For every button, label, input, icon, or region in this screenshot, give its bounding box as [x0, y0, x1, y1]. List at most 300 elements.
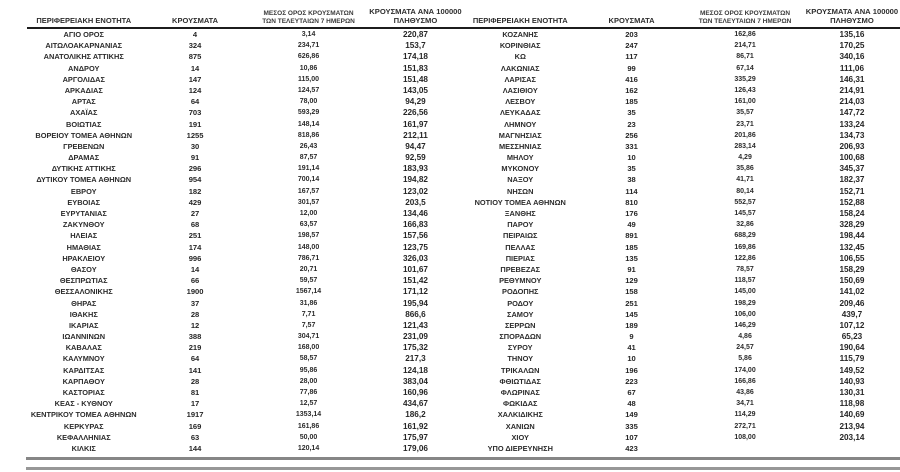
per100k-cell: 133,24 — [839, 119, 865, 129]
per100k-cell: 151,48 — [402, 74, 428, 84]
cases-cell: 66 — [190, 276, 200, 286]
cases-cell: 251 — [188, 231, 202, 241]
table-row — [27, 264, 464, 275]
cases-cell: 14 — [190, 264, 200, 274]
per100k-cell: 134,46 — [402, 209, 428, 218]
avg-7day-cell: 41,71 — [736, 176, 754, 184]
per100k-cell: 134,73 — [839, 130, 865, 140]
region-cell: ΑΝΑΤΟΛΙΚΗΣ ΑΤΤΙΚΗΣ — [43, 52, 124, 62]
avg-7day-cell: 24,57 — [736, 344, 754, 352]
cases-cell: 149 — [625, 410, 638, 420]
cases-cell: 48 — [627, 399, 636, 409]
per100k-cell: 143,05 — [402, 85, 428, 95]
avg-7day-cell: 43,86 — [736, 389, 754, 396]
per100k-cell: 186,2 — [405, 410, 426, 420]
table-row — [464, 174, 900, 185]
avg-7day-cell: 148,14 — [297, 120, 320, 128]
region-cell: ΚΩ — [514, 52, 526, 62]
table-row — [27, 421, 464, 432]
per100k-cell: 141,02 — [839, 287, 865, 297]
table-row — [27, 409, 464, 420]
table-row — [464, 74, 900, 85]
cases-cell: 203 — [625, 30, 638, 39]
per100k-cell: 107,12 — [839, 320, 865, 330]
per100k-cell: 439,7 — [841, 309, 863, 319]
per100k-cell: 183,93 — [402, 164, 428, 174]
table-row — [464, 353, 900, 364]
region-cell: ΚΟΖΑΝΗΣ — [502, 30, 539, 39]
region-cell: ΗΛΕΙΑΣ — [70, 231, 98, 241]
table-row — [27, 163, 464, 174]
avg-7day-cell: 67,14 — [736, 64, 754, 72]
per100k-cell: 152,88 — [839, 197, 865, 207]
avg-7day-cell: 198,29 — [734, 299, 756, 307]
per100k-cell: 147,72 — [839, 108, 865, 118]
cases-cell: 185 — [625, 97, 638, 107]
avg-7day-cell — [686, 443, 804, 454]
table-row — [27, 230, 464, 241]
region-cell: ΠΕΙΡΑΙΩΣ — [503, 231, 538, 241]
cases-cell: 182 — [188, 186, 202, 196]
table-row — [464, 365, 900, 376]
avg-7day-cell: 12,57 — [299, 400, 318, 408]
column-header-region: ΠΕΡΙΦΕΡΕΙΑΚΗ ΕΝΟΤΗΤΑ — [472, 16, 568, 25]
region-cell: ΘΕΣΣΑΛΟΝΙΚΗΣ — [54, 287, 113, 297]
table-row — [27, 107, 464, 118]
cases-cell: 174 — [188, 242, 202, 252]
column-header-avg-7day-line2: ΤΩΝ ΤΕΛΕΥΤΑΙΩΝ 7 ΗΜΕΡΩΝ — [698, 17, 792, 25]
per100k-cell: 203,14 — [839, 432, 865, 442]
cases-cell: 810 — [625, 197, 638, 207]
cases-cell: 4 — [192, 30, 198, 39]
table-row — [27, 253, 464, 264]
table-row — [27, 219, 464, 230]
cases-cell: 875 — [188, 52, 202, 62]
region-cell: ΡΕΘΥΜΝΟΥ — [499, 276, 542, 286]
avg-7day-cell: 161,86 — [297, 422, 320, 430]
table-row — [27, 309, 464, 320]
per100k-cell: 175,32 — [402, 343, 428, 353]
region-cell: ΛΑΣΙΘΙΟΥ — [502, 85, 538, 95]
avg-7day-cell: 95,86 — [299, 366, 318, 374]
cases-cell: 416 — [625, 74, 638, 84]
cases-cell: 335 — [625, 421, 638, 431]
per100k-cell — [804, 443, 900, 454]
per100k-cell: 140,69 — [839, 410, 865, 420]
region-cell: ΑΙΤΩΛΟΑΚΑΡΝΑΝΙΑΣ — [45, 41, 123, 51]
region-cell: ΙΚΑΡΙΑΣ — [69, 320, 99, 330]
region-cell: ΜΑΓΝΗΣΙΑΣ — [498, 130, 542, 140]
per100k-cell: 209,46 — [839, 298, 865, 308]
per100k-cell: 121,43 — [402, 320, 428, 330]
table-row — [27, 152, 464, 163]
cases-cell: 429 — [188, 197, 202, 207]
per100k-cell: 171,12 — [402, 287, 428, 297]
region-cell: ΝΟΤΙΟΥ ΤΟΜΕΑ ΑΘΗΝΩΝ — [474, 197, 566, 207]
per100k-cell: 151,42 — [402, 276, 428, 286]
table-row — [27, 376, 464, 387]
region-cell: ΘΑΣΟΥ — [70, 264, 97, 274]
cases-cell: 247 — [625, 41, 638, 51]
per100k-cell: 118,98 — [839, 399, 865, 409]
avg-7day-cell: 78,00 — [299, 98, 318, 106]
per100k-cell: 152,71 — [839, 186, 865, 196]
avg-7day-cell: 50,00 — [299, 433, 318, 441]
per100k-cell: 161,97 — [402, 119, 428, 129]
avg-7day-cell: 145,57 — [734, 210, 756, 217]
right-table-body — [464, 29, 900, 454]
table-row — [27, 342, 464, 353]
region-cell: ΠΑΡΟΥ — [507, 220, 534, 230]
table-row — [464, 309, 900, 320]
table-row — [464, 253, 900, 264]
table-row — [464, 331, 900, 342]
avg-7day-cell: 301,57 — [297, 198, 320, 206]
table-row — [27, 387, 464, 398]
table-row — [464, 275, 900, 286]
region-cell: ΚΕΦΑΛΛΗΝΙΑΣ — [56, 432, 111, 442]
region-cell: ΒΟΡΕΙΟΥ ΤΟΜΕΑ ΑΘΗΝΩΝ — [35, 130, 133, 140]
region-cell: ΖΑΚΥΝΘΟΥ — [62, 220, 105, 230]
avg-7day-cell: 161,00 — [734, 98, 756, 106]
table-row — [464, 85, 900, 96]
avg-7day-cell: 148,00 — [297, 243, 320, 251]
region-cell: ΛΑΚΩΝΙΑΣ — [500, 63, 540, 73]
cases-cell: 141 — [188, 365, 202, 375]
table-row — [464, 219, 900, 230]
per100k-cell: 383,04 — [402, 376, 428, 386]
table-row — [464, 119, 900, 130]
region-cell: ΗΜΑΘΙΑΣ — [66, 242, 101, 252]
avg-7day-cell: 145,00 — [734, 288, 756, 296]
table-row — [464, 197, 900, 208]
region-cell: ΓΡΕΒΕΝΩΝ — [63, 141, 105, 151]
region-cell: ΚΑΡΠΑΘΟΥ — [62, 376, 105, 386]
avg-7day-cell: 115,00 — [298, 75, 320, 83]
region-cell: ΑΡΤΑΣ — [71, 97, 96, 107]
per100k-cell: 179,06 — [402, 443, 428, 453]
per100k-cell: 190,64 — [839, 343, 865, 353]
per100k-cell: 194,82 — [402, 175, 428, 185]
region-cell: ΒΟΙΩΤΙΑΣ — [66, 119, 102, 129]
table-row — [464, 320, 900, 331]
table-row — [464, 398, 900, 409]
per100k-cell: 161,92 — [402, 421, 428, 431]
cases-cell: 63 — [190, 432, 200, 442]
table-row — [27, 197, 464, 208]
region-cell: ΚΑΒΑΛΑΣ — [65, 343, 102, 353]
avg-7day-cell: 34,71 — [736, 400, 754, 408]
region-cell: ΤΡΙΚΑΛΩΝ — [501, 365, 540, 375]
column-header-avg-7day — [250, 0, 368, 27]
table-row — [464, 376, 900, 387]
avg-7day-cell: 593,29 — [297, 109, 320, 117]
table-row — [464, 141, 900, 152]
avg-7day-cell: 201,86 — [734, 131, 756, 139]
table-row — [27, 208, 464, 219]
avg-7day-cell: 1353,14 — [295, 411, 322, 419]
region-cell: ΛΗΜΝΟΥ — [504, 119, 537, 129]
per100k-cell: 135,16 — [839, 30, 865, 39]
per100k-cell: 140,93 — [839, 376, 865, 386]
region-cell: ΣΑΜΟΥ — [507, 309, 534, 319]
avg-7day-cell: 174,00 — [734, 366, 756, 374]
region-cell: ΚΕΝΤΡΙΚΟΥ ΤΟΜΕΑ ΑΘΗΝΩΝ — [30, 410, 137, 420]
bottom-rule-1 — [26, 457, 900, 460]
avg-7day-cell: 786,71 — [297, 254, 320, 262]
region-cell: ΡΟΔΟΠΗΣ — [502, 287, 539, 297]
cases-cell: 64 — [190, 354, 200, 364]
cases-cell: 117 — [625, 52, 638, 62]
avg-7day-cell: 32,86 — [736, 221, 754, 229]
table-row — [27, 174, 464, 185]
per100k-cell: 65,23 — [841, 332, 863, 342]
cases-cell: 9 — [629, 332, 634, 342]
avg-7day-cell: 169,86 — [734, 243, 756, 251]
per100k-cell: 328,29 — [839, 220, 865, 230]
region-cell: ΘΗΡΑΣ — [71, 298, 97, 308]
cases-cell: 996 — [188, 253, 202, 263]
column-header-per100k-line1: ΚΡΟΥΣΜΑΤΑ ΑΝΑ 100000 — [805, 7, 899, 16]
region-cell: ΥΠΟ ΔΙΕΡΕΥΝΗΣΗ — [487, 443, 553, 453]
per100k-cell: 434,67 — [402, 399, 428, 409]
avg-7day-cell: 4,29 — [738, 154, 752, 162]
cases-cell: 114 — [625, 186, 638, 196]
table-row — [464, 130, 900, 141]
region-cell: ΚΙΛΚΙΣ — [71, 443, 96, 453]
column-header-region: ΠΕΡΙΦΕΡΕΙΑΚΗ ΕΝΟΤΗΤΑ — [36, 16, 132, 25]
per100k-cell: 340,16 — [839, 52, 865, 62]
avg-7day-cell: 191,14 — [297, 165, 320, 173]
region-cell: ΚΕΑΣ - ΚΥΘΝΟΥ — [54, 399, 113, 409]
avg-7day-cell: 626,86 — [297, 53, 320, 61]
per100k-cell: 326,03 — [402, 253, 428, 263]
region-cell: ΧΙΟΥ — [511, 432, 529, 442]
cases-cell: 41 — [627, 343, 636, 353]
avg-7day-cell: 818,86 — [297, 131, 320, 139]
table-row — [27, 119, 464, 130]
per100k-cell: 203,5 — [405, 197, 426, 207]
avg-7day-cell: 35,86 — [736, 165, 754, 173]
cases-cell: 37 — [190, 298, 200, 308]
cases-cell: 891 — [625, 231, 638, 241]
per100k-cell: 182,37 — [839, 175, 865, 185]
avg-7day-cell: 168,00 — [297, 344, 320, 352]
avg-7day-cell: 700,14 — [297, 176, 320, 184]
cases-cell: 14 — [190, 63, 200, 73]
table-row — [464, 264, 900, 275]
per100k-cell: 115,79 — [839, 354, 865, 364]
cases-cell: 99 — [627, 63, 636, 73]
table-row — [464, 286, 900, 297]
avg-7day-cell: 31,86 — [299, 299, 318, 307]
table-row — [464, 29, 900, 40]
region-cell: ΙΩΑΝΝΙΝΩΝ — [62, 332, 106, 342]
table-row — [27, 85, 464, 96]
per100k-cell: 124,18 — [402, 365, 428, 375]
region-cell: ΠΙΕΡΙΑΣ — [505, 253, 535, 263]
table-row — [464, 152, 900, 163]
cases-table — [27, 0, 900, 454]
cases-cell: 10 — [627, 354, 636, 364]
table-row — [464, 63, 900, 74]
cases-cell: 191 — [188, 119, 202, 129]
avg-7day-cell: 12,00 — [299, 210, 318, 217]
table-row — [464, 298, 900, 309]
per100k-cell: 175,97 — [402, 432, 428, 442]
avg-7day-cell: 86,71 — [736, 53, 754, 61]
table-row — [27, 96, 464, 107]
avg-7day-cell: 688,29 — [734, 232, 756, 240]
per100k-cell: 217,3 — [405, 354, 426, 364]
table-body — [27, 29, 900, 454]
cases-cell: 49 — [627, 220, 636, 230]
table-row — [27, 331, 464, 342]
avg-7day-cell: 167,57 — [297, 187, 320, 195]
cases-cell: 145 — [625, 309, 638, 319]
avg-7day-cell: 59,57 — [299, 277, 318, 285]
cases-cell: 27 — [190, 209, 200, 218]
table-row — [464, 432, 900, 443]
right-table-header — [464, 0, 900, 27]
column-header-cases: ΚΡΟΥΣΜΑΤΑ — [172, 16, 219, 25]
cases-cell: 81 — [190, 388, 200, 397]
avg-7day-cell: 283,14 — [734, 142, 756, 150]
cases-cell: 64 — [190, 97, 200, 107]
avg-7day-cell: 146,29 — [734, 321, 756, 329]
avg-7day-cell: 87,57 — [299, 154, 318, 162]
avg-7day-cell: 10,86 — [299, 64, 318, 72]
cases-cell: 67 — [627, 388, 636, 397]
avg-7day-cell: 106,00 — [734, 310, 756, 318]
avg-7day-cell: 120,14 — [297, 444, 320, 452]
cases-cell: 223 — [625, 376, 638, 386]
avg-7day-cell: 78,57 — [736, 265, 754, 273]
cases-cell: 28 — [190, 376, 200, 386]
per100k-cell: 160,96 — [402, 388, 428, 397]
table-row — [464, 107, 900, 118]
region-cell: ΛΑΡΙΣΑΣ — [504, 74, 536, 84]
region-cell: ΘΕΣΠΡΩΤΙΑΣ — [59, 276, 108, 286]
avg-7day-cell: 77,86 — [299, 389, 318, 396]
per100k-cell: 206,93 — [839, 141, 865, 151]
region-cell: ΜΕΣΣΗΝΙΑΣ — [499, 141, 542, 151]
table-row — [464, 421, 900, 432]
region-cell: ΡΟΔΟΥ — [507, 298, 534, 308]
avg-7day-cell: 198,57 — [297, 232, 320, 240]
table-row — [27, 141, 464, 152]
region-cell: ΕΒΡΟΥ — [70, 186, 97, 196]
avg-7day-cell: 28,00 — [299, 377, 318, 385]
cases-cell: 324 — [188, 41, 202, 51]
region-cell: ΝΑΞΟΥ — [507, 175, 534, 185]
table-row — [464, 40, 900, 51]
cases-cell: 12 — [190, 320, 200, 330]
avg-7day-cell: 124,57 — [297, 86, 320, 94]
left-table-body — [27, 29, 464, 454]
avg-7day-cell: 304,71 — [297, 333, 320, 341]
cases-cell: 129 — [625, 276, 638, 286]
avg-7day-cell: 335,29 — [734, 75, 756, 83]
avg-7day-cell: 58,57 — [299, 355, 318, 363]
region-cell: ΠΕΛΛΑΣ — [505, 242, 536, 252]
avg-7day-cell: 234,71 — [297, 42, 320, 50]
per100k-cell: 94,47 — [405, 141, 426, 151]
region-cell: ΚΕΡΚΥΡΑΣ — [63, 421, 104, 431]
cases-cell: 1900 — [186, 287, 204, 297]
per100k-cell: 166,83 — [402, 220, 428, 230]
cases-cell: 23 — [627, 119, 636, 129]
per100k-cell: 231,09 — [402, 332, 428, 342]
per100k-cell: 150,69 — [839, 276, 865, 286]
avg-7day-cell: 7,57 — [301, 321, 316, 329]
region-cell: ΜΗΛΟΥ — [506, 153, 534, 163]
cases-cell: 68 — [190, 220, 200, 230]
region-cell: ΙΘΑΚΗΣ — [69, 309, 98, 319]
cases-cell: 954 — [188, 175, 202, 185]
region-cell: ΣΕΡΡΩΝ — [504, 320, 536, 330]
table-row — [464, 409, 900, 420]
per100k-cell: 151,83 — [402, 63, 428, 73]
avg-7day-cell: 552,57 — [734, 198, 756, 206]
per100k-cell: 130,31 — [839, 388, 865, 397]
bottom-rule-2 — [26, 467, 900, 470]
avg-7day-cell: 80,14 — [736, 187, 754, 195]
per100k-cell: 100,68 — [839, 153, 865, 163]
cases-cell: 703 — [188, 108, 202, 118]
table-row — [27, 432, 464, 443]
per100k-cell: 866,6 — [405, 309, 426, 319]
table-row — [27, 242, 464, 253]
cases-cell: 124 — [188, 85, 202, 95]
avg-7day-cell: 26,43 — [299, 142, 318, 150]
column-header-per100k — [367, 0, 463, 27]
per100k-cell: 157,56 — [402, 231, 428, 241]
cases-cell: 91 — [190, 153, 200, 163]
cases-cell: 107 — [625, 432, 638, 442]
avg-7day-cell: 214,71 — [734, 42, 756, 50]
cases-cell: 219 — [188, 343, 202, 353]
avg-7day-cell: 23,71 — [736, 120, 754, 128]
region-cell: ΦΛΩΡΙΝΑΣ — [500, 388, 540, 397]
region-cell: ΑΡΓΟΛΙΔΑΣ — [62, 74, 105, 84]
cases-cell: 251 — [625, 298, 638, 308]
per100k-cell: 214,91 — [839, 85, 865, 95]
per100k-cell: 345,37 — [839, 164, 865, 174]
avg-7day-cell: 3,14 — [301, 31, 316, 38]
cases-cell: 144 — [188, 443, 202, 453]
avg-7day-cell: 272,71 — [734, 422, 756, 430]
table-row — [464, 230, 900, 241]
avg-7day-cell: 122,86 — [734, 254, 756, 262]
column-header-per100k-line2: ΠΛΗΘΥΣΜΟ — [393, 15, 438, 25]
avg-7day-cell: 118,57 — [734, 277, 756, 285]
table-row — [464, 443, 900, 454]
per100k-cell: 198,44 — [839, 231, 865, 241]
cases-cell: 38 — [627, 175, 636, 185]
region-cell: ΑΓΙΟ ΟΡΟΣ — [63, 30, 104, 39]
cases-cell: 158 — [625, 287, 638, 297]
per100k-cell: 123,75 — [402, 242, 428, 252]
per100k-cell: 111,06 — [839, 63, 865, 73]
avg-7day-cell: 108,00 — [734, 433, 756, 441]
region-cell: ΑΝΔΡΟΥ — [68, 63, 100, 73]
cases-cell: 35 — [627, 108, 636, 118]
avg-7day-cell: 162,86 — [734, 31, 756, 38]
region-cell: ΔΥΤΙΚΗΣ ΑΤΤΙΚΗΣ — [51, 164, 116, 174]
region-cell: ΑΧΑΪΑΣ — [70, 108, 98, 118]
table-row — [27, 130, 464, 141]
